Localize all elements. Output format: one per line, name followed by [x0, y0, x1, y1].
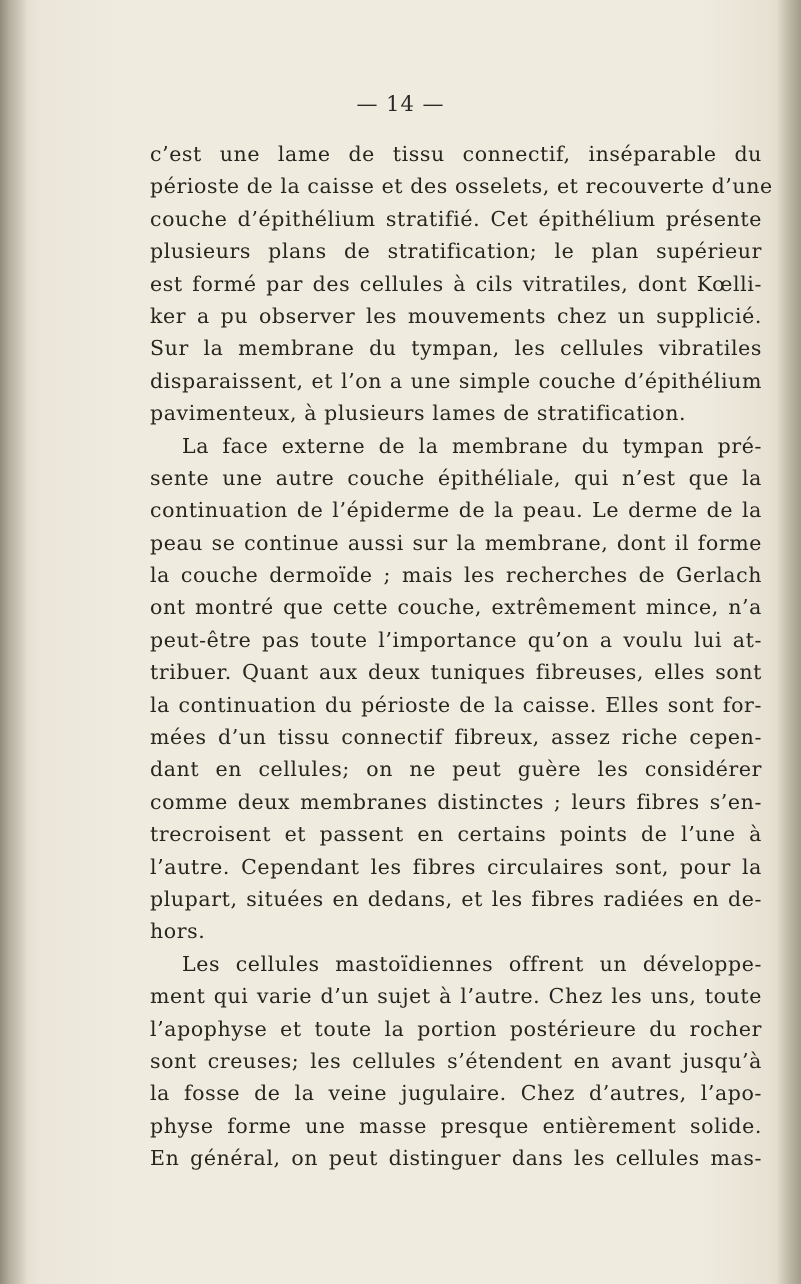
body-text [150, 138, 773, 1175]
text-line: sont creuses; les cellules s’étendent en avant jusqu’à [150, 1048, 762, 1073]
text-line: physe forme une masse presque entièrement solide. [150, 1113, 762, 1138]
page-number: — 14 — [356, 92, 445, 116]
text-line: comme deux membranes distinctes ; leurs fibres s’en- [150, 789, 762, 814]
text-line: disparaissent, et l’on a une simple couche d’épithélium [150, 368, 762, 393]
text-line: la couche dermoïde ; mais les recherches de Gerlach [150, 563, 762, 588]
text-line: sente une autre couche épithéliale, qui n’est que la [150, 465, 762, 490]
page-edge-shadow [777, 0, 801, 1284]
text-line: tribuer. Quant aux deux tuniques fibreuses, elles sont [150, 660, 762, 685]
text-line: La face externe de la membrane du tympan pré- [182, 433, 762, 458]
text-line: plupart, situées en dedans, et les fibres radiées en de- [150, 886, 762, 911]
text-line: la fosse de la veine jugulaire. Chez d’autres, l’apo- [150, 1081, 762, 1106]
text-line: l’apophyse et toute la portion postérieure du rocher [150, 1016, 762, 1041]
text-line: peau se continue aussi sur la membrane, dont il forme [150, 530, 762, 555]
text-line: ker a pu observer les mouvements chez un supplicié. [150, 303, 762, 328]
text-line: ont montré que cette couche, extrêmement mince, n’a [150, 595, 762, 620]
text-line: continuation de l’épiderme de la peau. Le derme de la [150, 498, 762, 523]
text-line: trecroisent et passent en certains points de l’une à [150, 822, 762, 847]
text-line: périoste de la caisse et des osselets, et recouverte d’une [150, 174, 773, 199]
text-line: dant en cellules; on ne peut guère les considérer [150, 757, 762, 782]
text-line: c’est une lame de tissu connectif, inséparable du [150, 142, 762, 166]
text-line: Les cellules mastoïdiennes offrent un développe- [182, 951, 762, 976]
text-line: Sur la membrane du tympan, les cellules vibratiles [150, 336, 762, 361]
text-line: l’autre. Cependant les fibres circulaires sont, pour la [150, 854, 762, 879]
text-line: plusieurs plans de stratification; le plan supérieur [150, 239, 762, 264]
text-line: pavimenteux, à plusieurs lames de stratification. [150, 401, 687, 426]
text-line: peut-être pas toute l’importance qu’on a voulu lui at- [150, 627, 762, 652]
binding-shadow [0, 0, 28, 1284]
text-line: mées d’un tissu connectif fibreux, assez riche cepen- [150, 725, 762, 750]
text-line: ment qui varie d’un sujet à l’autre. Chez les uns, toute [150, 984, 762, 1009]
text-line: En général, on peut distinguer dans les cellules mas- [150, 1146, 762, 1171]
text-line: hors. [150, 919, 206, 944]
text-line: la continuation du périoste de la caisse. Elles sont for- [150, 692, 762, 717]
text-line: est formé par des cellules à cils vitratiles, dont Kœlli- [150, 271, 762, 296]
text-line: couche d’épithélium stratifié. Cet épithélium présente [150, 206, 762, 231]
